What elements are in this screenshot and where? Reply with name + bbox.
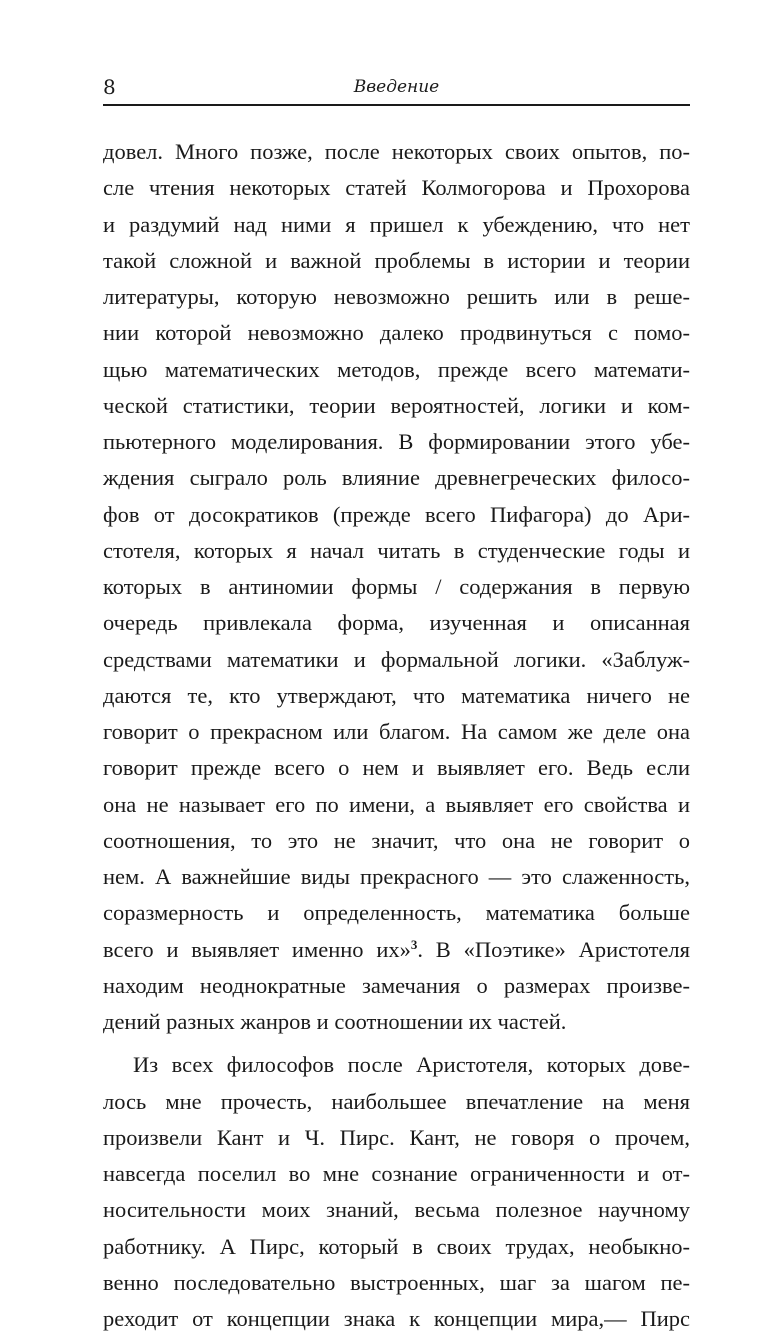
text-line: которых в антиномии формы / содержания в первую [103, 574, 690, 599]
page-number: 8 [103, 75, 116, 99]
text-line: говорит прежде всего о нем и выявляет его. Ведь если [103, 755, 690, 781]
text-line: соотношения, то это не значит, что она не говорит о [103, 827, 690, 853]
header-rule [103, 104, 690, 106]
text-line: очередь привлекала форма, изученная и описанная [103, 610, 690, 636]
text-line: работнику. А Пирс, который в своих трудах, необыкно- [103, 1233, 690, 1259]
footnote-marker[interactable]: 3 [410, 936, 418, 952]
text-line: пьютерного моделирования. В формировании этого убе- [103, 429, 690, 454]
running-header [103, 74, 690, 104]
text-line: говорит о прекрасном или благом. На самом же деле она [103, 719, 690, 744]
paragraph-gap [103, 1040, 690, 1047]
text-line: ческой статистики, теории вероятностей, логики и ком- [103, 392, 690, 418]
text-line: и раздумий над ними я пришел к убеждению, что нет [103, 211, 690, 237]
text-line: средствами математики и формальной логики. «Заблуж- [103, 646, 690, 672]
text-line: навсегда поселил во мне сознание ограниченности и от- [103, 1161, 690, 1186]
text-line: нем. А важнейшие виды прекрасного — это слаженность, [103, 864, 690, 889]
text-line: венно последовательно выстроенных, шаг за шагом пе- [103, 1269, 690, 1295]
body-text [103, 134, 690, 1337]
text-line: нии которой невозможно далеко продвинуться с помо- [103, 320, 690, 346]
text-line: Из всех философов после Аристотеля, которых дове- [133, 1052, 690, 1078]
text-line: носительности моих знаний, весьма полезное научному [103, 1197, 690, 1223]
text-line-with-footnote [103, 932, 690, 968]
text-line: она не называет его по имени, а выявляет его свойства и [103, 791, 690, 817]
text-line: даются те, кто утверждают, что математика ничего не [103, 682, 690, 708]
text-line: находим неоднократные замечания о размерах произве- [103, 972, 690, 998]
text-line: сле чтения некоторых статей Колмогорова и Прохорова [103, 175, 690, 201]
text-segment: . В «Поэтике» Аристотеля [417, 936, 690, 962]
text-line: литературы, которую невозможно решить или в реше- [103, 284, 690, 309]
text-line: реходит от концепции знака к концепции мира,— Пирс [103, 1306, 690, 1331]
running-title: Введение [353, 77, 440, 97]
text-line: щью математических методов, прежде всего математи- [103, 356, 690, 382]
paragraph-2 [103, 1047, 690, 1337]
text-line: дений разных жанров и соотношении их частей. [103, 1009, 567, 1034]
text-line: такой сложной и важной проблемы в истории и теории [103, 247, 690, 273]
paragraph-1 [103, 134, 690, 1040]
text-line: соразмерность и определенность, математика больше [103, 900, 690, 926]
text-line: стотеля, которых я начал читать в студенческие годы и [103, 537, 690, 563]
text-segment: всего и выявляет именно их» [103, 936, 411, 962]
text-line: фов от досократиков (прежде всего Пифагора) до Ари- [103, 501, 690, 527]
text-line: ждения сыграло роль влияние древнегреческих филосо- [103, 465, 690, 491]
text-line: лось мне прочесть, наибольшее впечатление на меня [103, 1088, 690, 1114]
text-line: довел. Много позже, после некоторых своих опытов, по- [103, 139, 690, 164]
text-line: произвели Кант и Ч. Пирс. Кант, не говоря о прочем, [103, 1124, 690, 1150]
